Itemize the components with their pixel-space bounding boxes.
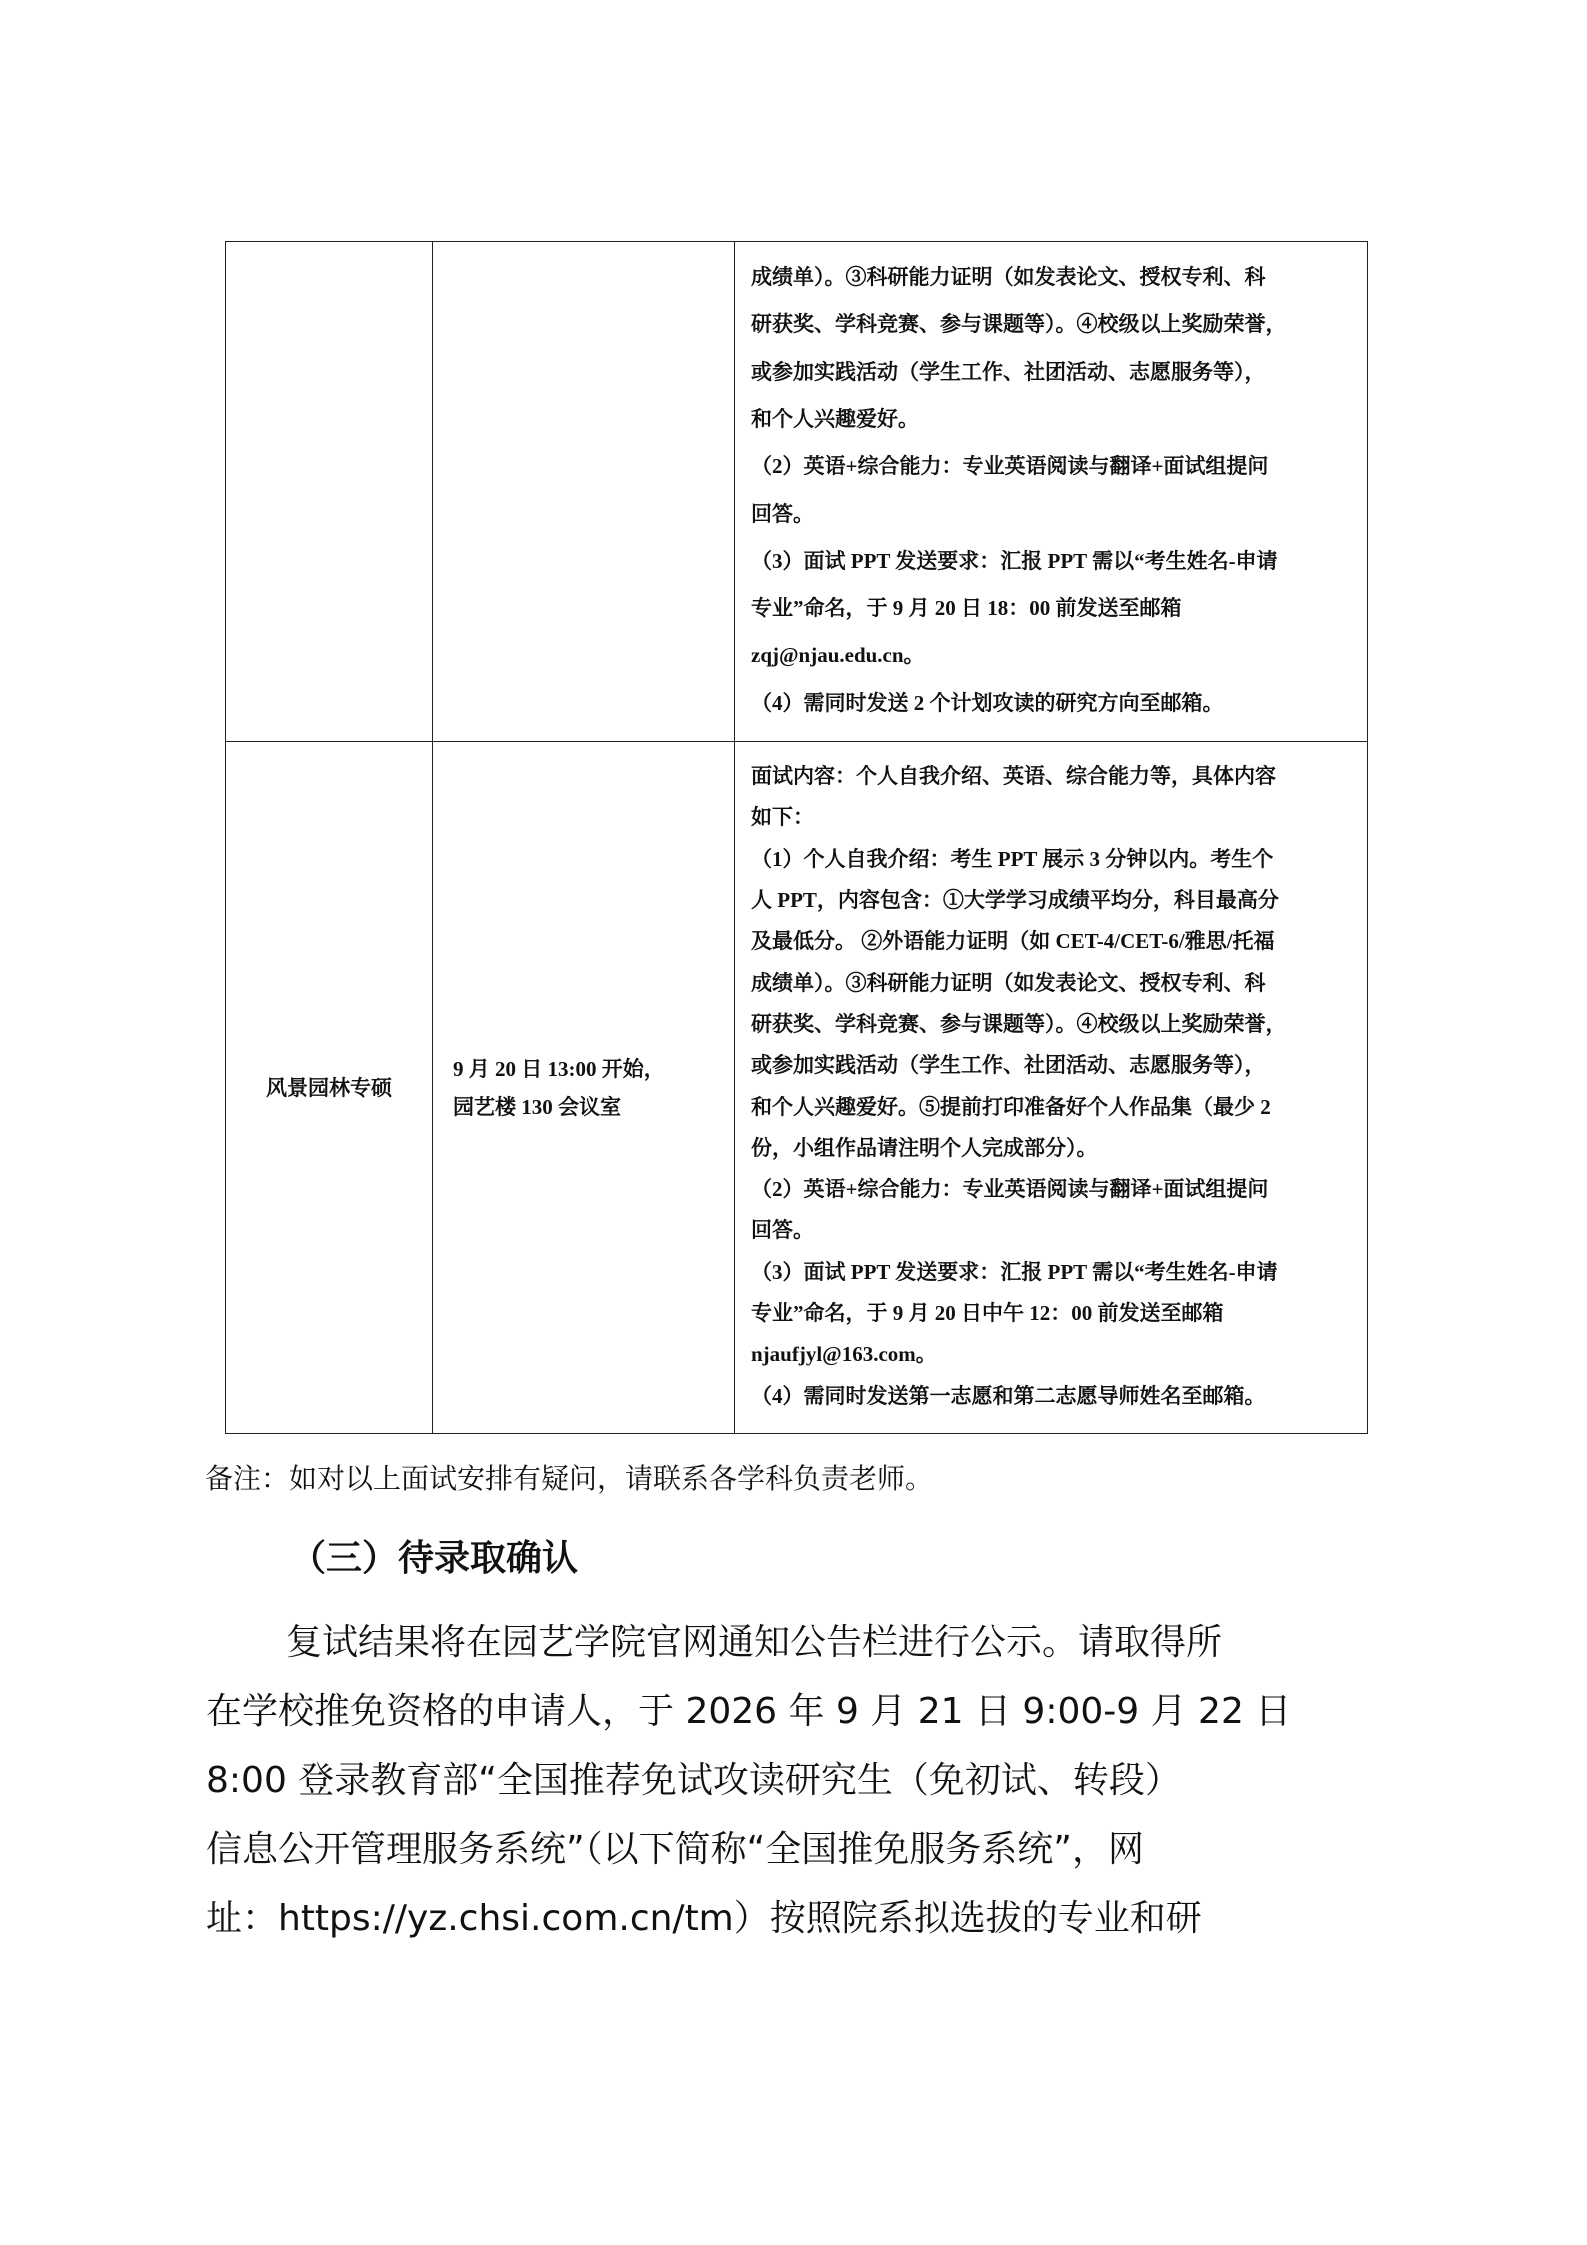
content-line: 人 PPT，内容包含：①大学学习成绩平均分，科目最高分 <box>751 888 1279 913</box>
content-line: （3）面试 PPT 发送要求：汇报 PPT 需以“考生姓名-申请 <box>751 1259 1278 1284</box>
interview-schedule-table <box>225 241 1368 1434</box>
content-line: 回答。 <box>751 501 814 526</box>
content-line: （2）英语+综合能力：专业英语阅读与翻译+面试组提问 <box>751 1177 1269 1202</box>
content-line: 成绩单）。③科研能力证明（如发表论文、授权专利、科 <box>751 265 1266 290</box>
content-line: （2）英语+综合能力：专业英语阅读与翻译+面试组提问 <box>751 454 1269 479</box>
major-cell: 风景园林专硕 <box>226 742 433 1434</box>
content-line: 和个人兴趣爱好。⑤提前打印准备好个人作品集（最少 2 <box>751 1094 1271 1119</box>
content-line: 成绩单）。③科研能力证明（如发表论文、授权专利、科 <box>751 970 1266 995</box>
table-note: 备注：如对以上面试安排有疑问，请联系各学科负责老师。 <box>205 1462 934 1495</box>
content-line: 研获奖、学科竞赛、参与课题等）。④校级以上奖励荣誉， <box>751 1011 1287 1036</box>
content-line: 如下： <box>751 805 814 830</box>
content-line: （1）个人自我介绍：考生 PPT 展示 3 分钟以内。考生个 <box>751 846 1274 871</box>
interview-content-cell <box>735 742 1368 1434</box>
major-cell <box>226 242 433 742</box>
interview-time: 9 月 20 日 13:00 开始， <box>453 1056 665 1081</box>
email-address[interactable]: njaufjyl@163.com。 <box>751 1342 937 1367</box>
paragraph-line: 在学校推免资格的申请人，于 2026 年 9 月 21 日 9:00-9 月 22 日 <box>206 1691 1292 1732</box>
table-row <box>226 742 1368 1434</box>
content-line: 回答。 <box>751 1218 814 1243</box>
paragraph-line: 信息公开管理服务系统”（以下简称“全国推免服务系统”，网 <box>206 1829 1144 1870</box>
body-paragraph <box>206 1608 1396 1953</box>
content-line: 份，小组作品请注明个人完成部分）。 <box>751 1135 1098 1160</box>
interview-location: 园艺楼 130 会议室 <box>453 1094 621 1119</box>
section-heading: （三）待录取确认 <box>290 1538 579 1579</box>
content-line: 研获奖、学科竞赛、参与课题等）。④校级以上奖励荣誉， <box>751 312 1287 337</box>
paragraph-line-with-url[interactable]: 址：https://yz.chsi.com.cn/tm）按照院系拟选拔的专业和研 <box>206 1898 1202 1939</box>
content-line: （3）面试 PPT 发送要求：汇报 PPT 需以“考生姓名-申请 <box>751 548 1278 573</box>
content-line: 及最低分。 ②外语能力证明（如 CET-4/CET-6/雅思/托福 <box>751 929 1275 954</box>
paragraph-line: 8:00 登录教育部“全国推荐免试攻读研究生（免初试、转段） <box>206 1760 1181 1801</box>
content-line: 或参加实践活动（学生工作、社团活动、志愿服务等）， <box>751 359 1266 384</box>
table-row <box>226 242 1368 742</box>
content-line: （4）需同时发送第一志愿和第二志愿导师姓名至邮箱。 <box>751 1383 1266 1408</box>
time-location-cell <box>433 742 735 1434</box>
content-line: 和个人兴趣爱好。 <box>751 406 919 431</box>
content-line: 专业”命名，于 9 月 20 日 18：00 前发送至邮箱 <box>751 596 1182 621</box>
content-line: （4）需同时发送 2 个计划攻读的研究方向至邮箱。 <box>751 690 1224 715</box>
content-line: 面试内容：个人自我介绍、英语、综合能力等，具体内容 <box>751 764 1276 789</box>
paragraph-line: 复试结果将在园艺学院官网通知公告栏进行公示。请取得所 <box>286 1622 1223 1663</box>
interview-content-cell <box>735 242 1368 742</box>
email-address[interactable]: zqj@njau.edu.cn。 <box>751 643 925 668</box>
content-line: 或参加实践活动（学生工作、社团活动、志愿服务等）， <box>751 1053 1266 1078</box>
time-location-cell <box>433 242 735 742</box>
content-line: 专业”命名，于 9 月 20 日中午 12：00 前发送至邮箱 <box>751 1300 1224 1325</box>
